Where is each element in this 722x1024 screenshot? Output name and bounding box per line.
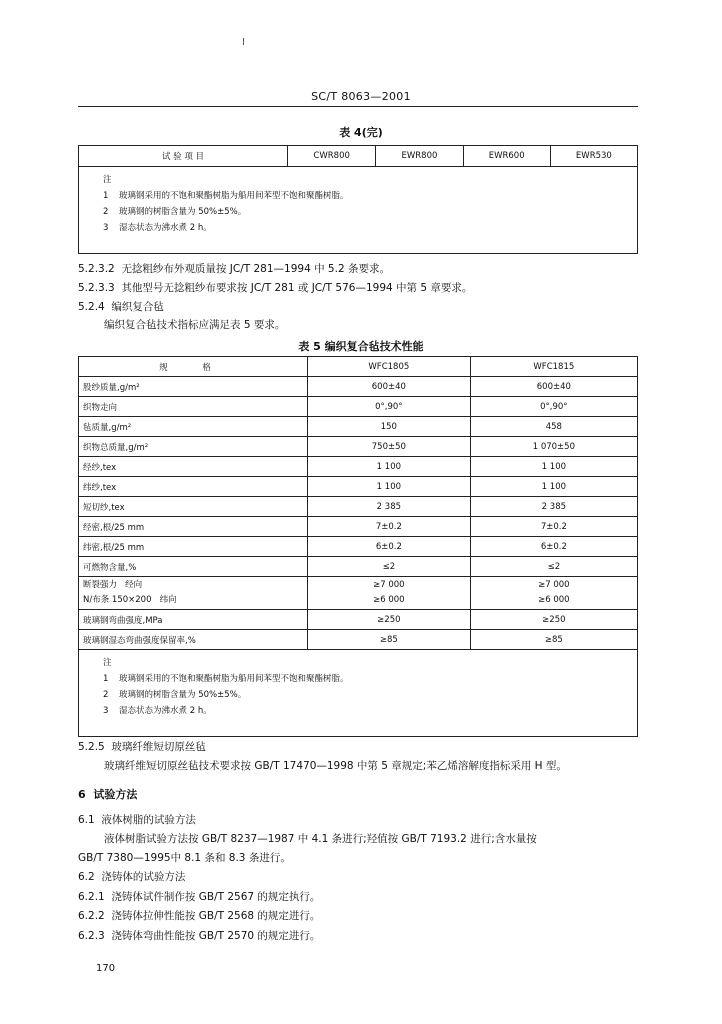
cell-wfc1815: ≥250 xyxy=(470,610,637,630)
cell-wfc1805: ≤2 xyxy=(308,557,471,577)
table-row xyxy=(79,497,638,517)
table5-note-row xyxy=(79,650,638,737)
cell-wfc1805: 1 100 xyxy=(308,477,471,497)
cell-wfc1805: 600±40 xyxy=(308,377,471,397)
scan-mark xyxy=(243,38,244,45)
clause-6-2-2 xyxy=(78,909,320,923)
table4-col-cwr800: CWR800 xyxy=(288,146,376,167)
section-6-heading: 6 试验方法 xyxy=(78,788,138,801)
clause-6-1-text-line1: 液体树脂试验方法按 GB/T 8237—1987 中 4.1 条进行;羟值按 GB/T 7193.2 进行;含水量按 xyxy=(104,833,537,845)
table4 xyxy=(78,145,638,254)
clause-number: 6.1 xyxy=(78,814,95,826)
table4-col-item: 试 验 项 目 xyxy=(79,146,288,167)
clause-text: 编织复合毡 xyxy=(111,301,164,313)
row-label: 股纱质量,g/m² xyxy=(79,377,308,397)
table4-col-ewr530: EWR530 xyxy=(550,146,637,167)
clause-number: 6.2.1 xyxy=(78,891,105,903)
cell-wfc1805: 6±0.2 xyxy=(308,537,471,557)
cell-wfc1815: 600±40 xyxy=(470,377,637,397)
table5-note-line: 3 湿态状态为沸水煮 2 h。 xyxy=(103,706,212,716)
row-label: 经密,根/25 mm xyxy=(79,517,308,537)
table-row xyxy=(79,437,638,457)
cell-wfc1815: 2 385 xyxy=(470,497,637,517)
table5-note xyxy=(79,650,638,737)
row-label: 织物总质量,g/m² xyxy=(79,437,308,457)
table5-intro: 编织复合毡技术指标应满足表 5 要求。 xyxy=(104,319,286,331)
clause-number: 6.2.3 xyxy=(78,930,105,942)
clause-number: 6.2 xyxy=(78,871,95,883)
row-label-strength xyxy=(79,577,308,610)
table5 xyxy=(78,356,638,737)
table4-col-ewr800: EWR800 xyxy=(376,146,463,167)
clause-text: 无捻粗纱布外观质量按 JC/T 281—1994 中 5.2 条要求。 xyxy=(121,263,390,275)
cell-wfc1805: ≥7 000 ≥6 000 xyxy=(308,577,471,610)
clause-6-2 xyxy=(78,870,185,884)
clause-5-2-3-3 xyxy=(78,281,472,295)
cell-wfc1815: 1 100 xyxy=(470,477,637,497)
table-row xyxy=(79,397,638,417)
clause-title: 玻璃纤维短切原丝毡 xyxy=(111,741,206,753)
table-row xyxy=(79,457,638,477)
table4-note-line: 3 湿态状态为沸水煮 2 h。 xyxy=(103,223,212,233)
cell-wfc1815: ≤2 xyxy=(470,557,637,577)
table-row xyxy=(79,377,638,397)
cell-wfc1805: 2 385 xyxy=(308,497,471,517)
cell-wfc1815: ≥7 000 ≥6 000 xyxy=(470,577,637,610)
clause-5-2-4 xyxy=(78,300,164,314)
table-row xyxy=(79,517,638,537)
row-label: 织物走向 xyxy=(79,397,308,417)
cell-wfc1805: ≥85 xyxy=(308,630,471,650)
cell-wfc1805: 7±0.2 xyxy=(308,517,471,537)
table-row-strength xyxy=(79,577,638,610)
clause-6-1 xyxy=(78,813,196,827)
clause-number: 5.2.3.2 xyxy=(78,263,115,275)
page-number: 170 xyxy=(96,963,116,974)
clause-5-2-5-text: 玻璃纤维短切原丝毡技术要求按 GB/T 17470—1998 中第 5 章规定;苯乙烯溶解度指标采用 H 型。 xyxy=(104,760,567,772)
clause-number: 5.2.3.3 xyxy=(78,282,115,294)
table5-note-line: 2 玻璃钢的树脂含量为 50%±5%。 xyxy=(103,690,247,700)
cell-wfc1805: 1 100 xyxy=(308,457,471,477)
row-label: 可燃物含量,% xyxy=(79,557,308,577)
strength-warp-label: 经向 xyxy=(125,580,143,590)
cell-wfc1805: 0°,90° xyxy=(308,397,471,417)
table-row xyxy=(79,417,638,437)
table5-note-title: 注 xyxy=(103,658,112,668)
table5-col-wfc1815: WFC1815 xyxy=(470,357,637,377)
clause-number: 5.2.4 xyxy=(78,301,105,313)
table4-note xyxy=(79,167,638,254)
row-label: 纬纱,tex xyxy=(79,477,308,497)
header-rule xyxy=(78,106,638,107)
row-label: 玻璃钢湿态弯曲强度保留率,% xyxy=(79,630,308,650)
cell-wfc1805: 150 xyxy=(308,417,471,437)
row-label: 玻璃钢弯曲强度,MPa xyxy=(79,610,308,630)
clause-text: 其他型号无捻粗纱布要求按 JC/T 281 或 JC/T 576—1994 中第 5 章要求。 xyxy=(121,282,473,294)
clause-number: 5.2.5 xyxy=(78,741,105,753)
table5-caption: 表 5 编织复合毡技术性能 xyxy=(298,340,424,353)
cell-wfc1815: 0°,90° xyxy=(470,397,637,417)
clause-text: 浇铸体拉伸性能按 GB/T 2568 的规定进行。 xyxy=(111,910,321,922)
strength-unit-label: N/布条 150×200 xyxy=(83,595,152,605)
clause-number: 6.2.2 xyxy=(78,910,105,922)
clause-6-2-3 xyxy=(78,929,320,943)
table5-header-row xyxy=(79,357,638,377)
table-row xyxy=(79,537,638,557)
cell-wfc1815: 1 100 xyxy=(470,457,637,477)
table4-note-row xyxy=(79,167,638,254)
standard-header: SC/T 8063—2001 xyxy=(311,90,411,103)
table4-note-line: 2 玻璃钢的树脂含量为 50%±5%。 xyxy=(103,207,247,217)
table4-note-title: 注 xyxy=(103,175,112,185)
table4-header-row xyxy=(79,146,638,167)
strength-label: 断裂强力 xyxy=(83,580,118,590)
clause-6-2-1 xyxy=(78,890,320,904)
row-label: 经纱,tex xyxy=(79,457,308,477)
cell-wfc1815: 458 xyxy=(470,417,637,437)
cell-wfc1815: 6±0.2 xyxy=(470,537,637,557)
table-row xyxy=(79,477,638,497)
cell-wfc1805: 750±50 xyxy=(308,437,471,457)
table4-note-line: 1 玻璃钢采用的不饱和聚酯树脂为船用间苯型不饱和聚酯树脂。 xyxy=(103,191,349,201)
strength-weft-label: 纬向 xyxy=(159,595,177,605)
clause-text: 浇铸体试件制作按 GB/T 2567 的规定执行。 xyxy=(111,891,321,903)
clause-5-2-5 xyxy=(78,740,206,754)
clause-6-1-text-line2: GB/T 7380—1995中 8.1 条和 8.3 条进行。 xyxy=(78,852,291,864)
clause-5-2-3-2 xyxy=(78,262,390,276)
row-label: 短切纱,tex xyxy=(79,497,308,517)
cell-wfc1815: ≥85 xyxy=(470,630,637,650)
table4-col-ewr600: EWR600 xyxy=(463,146,550,167)
table-row xyxy=(79,610,638,630)
clause-title: 浇铸体的试验方法 xyxy=(101,871,186,883)
clause-text: 浇铸体弯曲性能按 GB/T 2570 的规定进行。 xyxy=(111,930,321,942)
row-label: 纬密,根/25 mm xyxy=(79,537,308,557)
table-row xyxy=(79,630,638,650)
cell-wfc1815: 1 070±50 xyxy=(470,437,637,457)
clause-title: 液体树脂的试验方法 xyxy=(101,814,196,826)
table-row xyxy=(79,557,638,577)
row-label: 毡质量,g/m² xyxy=(79,417,308,437)
cell-wfc1815: 7±0.2 xyxy=(470,517,637,537)
cell-wfc1805: ≥250 xyxy=(308,610,471,630)
table5-col-spec: 规 格 xyxy=(79,357,308,377)
table5-col-wfc1805: WFC1805 xyxy=(308,357,471,377)
table5-note-line: 1 玻璃钢采用的不饱和聚酯树脂为船用间苯型不饱和聚酯树脂。 xyxy=(103,674,349,684)
table4-caption: 表 4(完) xyxy=(339,126,383,139)
